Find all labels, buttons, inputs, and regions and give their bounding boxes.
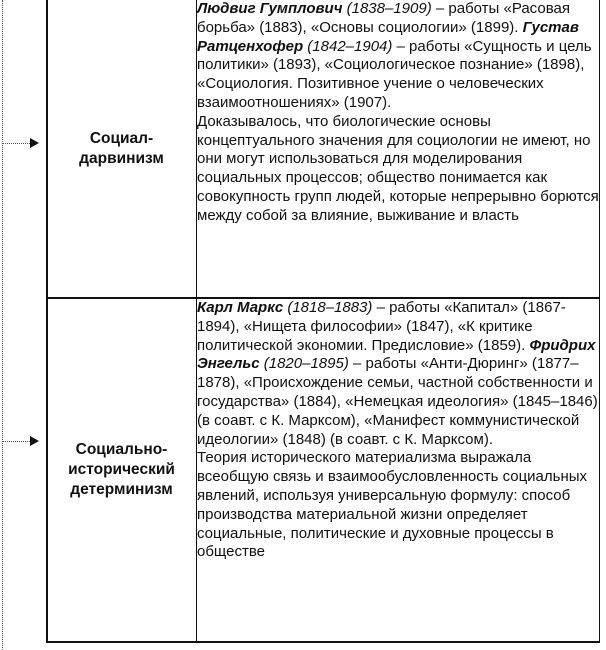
theory-name-line: дарвинизм [79, 149, 164, 167]
theories-table [46, 0, 600, 643]
theory-name-social-darwinism [47, 0, 197, 298]
author-works: – работы «Сущность и цель политики» (1893), «Социологическое познание» (1898), «Социология. Позитивное учение о человеческих взаимоотношениях» (1907). [197, 37, 592, 111]
author-name: Карл Маркс [197, 299, 284, 316]
arrow-right-icon [30, 436, 39, 446]
author-years: (1838–1909) [346, 0, 432, 17]
author-years: (1842–1904) [307, 37, 393, 55]
author-works: – работы «Расовая борьба» (1883), «Основы социологии» (1899). [197, 0, 570, 36]
theory-summary: Теория исторического материализма выражала всеобщую связь и взаимообусловленность социальных явлений, используя универсальную формулу: способ производства материальной жизни определяет социальные, политические и духовные процессы в обществе [197, 449, 588, 561]
author-name: Густав Ратценхофер [197, 18, 579, 55]
theory-description-cell [197, 0, 600, 298]
theory-name-line: исторический [68, 461, 175, 478]
tree-connector-line [2, 0, 3, 650]
author-works: – работы «Капитал» (1867-1894), «Нищета философии» (1847), «К критике политической экономии. Предисловие» (1859). [197, 299, 566, 354]
table-right-border [599, 0, 600, 643]
author-name: Фридрих Энгельс [197, 336, 596, 373]
table-row [47, 298, 600, 642]
table-left-border [46, 0, 48, 643]
author-name: Людвиг Гумплович [197, 0, 343, 17]
theory-name-historical-determinism [47, 298, 197, 642]
theory-name-line: Социально- [75, 441, 168, 458]
theory-name-line: детерминизм [70, 481, 173, 498]
author-years: (1820–1895) [263, 355, 349, 373]
connector-line-2 [3, 441, 30, 442]
author-works: – работы «Анти-Дюринг» (1877–1878), «Происхождение семьи, частной собственности и государства» (1884), «Немецкая идеология» (1845–1846) (в соавт. с К. Марксом), «Манифест коммунистической идеологии» (1848) (в соавт. с К. Марксом). [197, 355, 598, 448]
author-years: (1818–1883) [287, 299, 373, 316]
arrow-right-icon [30, 138, 39, 148]
theory-description-cell [197, 298, 600, 642]
theory-summary: Доказывалось, что биологические основы концептуального значения для социологии не имеют, но они могут использоваться для моделирования социальных процессов; общество понимается как совокупность групп людей, которые непрерывно борются между собой за влияние, выживание и власть [197, 112, 599, 224]
table-row [47, 0, 600, 298]
connector-line-1 [3, 143, 30, 144]
theory-name-line: Социал- [89, 129, 154, 147]
